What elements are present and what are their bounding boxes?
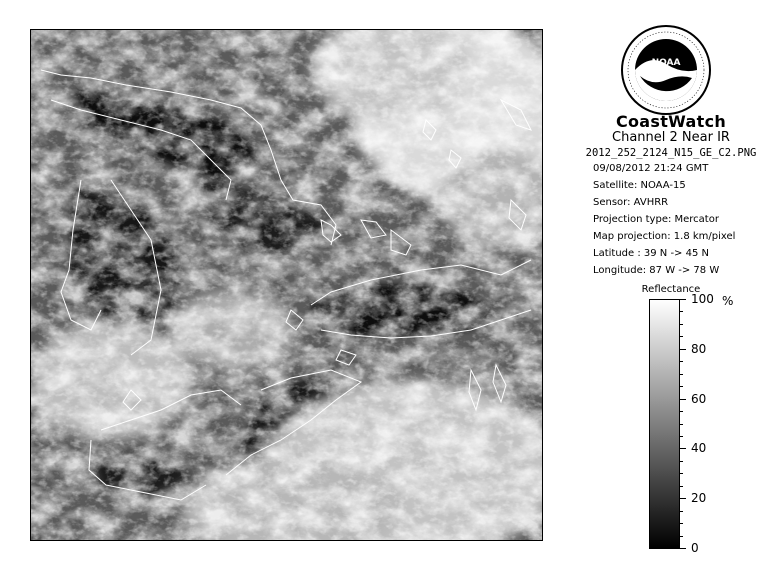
satellite-label: Satellite: NOAA-15 — [593, 180, 686, 191]
colorbar-tick-label: 80 — [691, 341, 707, 356]
colorbar-minor-tick — [680, 361, 683, 362]
colorbar-minor-tick — [680, 436, 683, 437]
satellite-image-svg — [31, 30, 542, 540]
colorbar-tick-label: 20 — [691, 491, 707, 506]
colorbar-minor-tick — [680, 536, 683, 537]
colorbar-minor-tick — [680, 461, 683, 462]
filename-label: 2012_252_2124_N15_GE_C2.PNG — [585, 147, 757, 159]
colorbar — [649, 299, 680, 549]
colorbar-tick-label: 100 — [691, 292, 714, 306]
colorbar-minor-tick — [680, 336, 683, 337]
colorbar-minor-tick — [680, 311, 683, 312]
logo-text: NOAA — [651, 58, 681, 68]
info-panel — [560, 20, 782, 572]
colorbar-unit: % — [722, 294, 734, 308]
colorbar-label: Reflectance — [641, 284, 701, 295]
colorbar-tick-label: 60 — [691, 391, 707, 406]
colorbar-major-tick — [680, 548, 686, 549]
colorbar-tick-label: 0 — [691, 541, 699, 555]
colorbar-major-tick — [680, 349, 686, 350]
sensor-label: Sensor: AVHRR — [593, 197, 669, 208]
app-title: CoastWatch — [615, 112, 727, 131]
projection-type-label: Projection type: Mercator — [593, 214, 719, 225]
latitude-label: Latitude : 39 N -> 45 N — [593, 248, 709, 259]
longitude-label: Longitude: 87 W -> 78 W — [593, 265, 720, 276]
colorbar-minor-tick — [680, 411, 683, 412]
colorbar-minor-tick — [680, 386, 683, 387]
colorbar-major-tick — [680, 299, 686, 300]
colorbar-minor-tick — [680, 324, 683, 325]
noaa-logo-icon — [620, 24, 712, 116]
colorbar-major-tick — [680, 448, 686, 449]
colorbar-minor-tick — [680, 486, 683, 487]
datetime-label: 09/08/2012 21:24 GMT — [593, 163, 709, 174]
colorbar-minor-tick — [680, 374, 683, 375]
channel-label: Channel 2 Near IR — [612, 130, 730, 145]
colorbar-major-tick — [680, 399, 686, 400]
colorbar-minor-tick — [680, 473, 683, 474]
colorbar-major-tick — [680, 498, 686, 499]
colorbar-minor-tick — [680, 424, 683, 425]
colorbar-minor-tick — [680, 511, 683, 512]
colorbar-minor-tick — [680, 523, 683, 524]
satellite-image — [30, 29, 543, 541]
colorbar-tick-label: 40 — [691, 441, 707, 456]
map-projection-label: Map projection: 1.8 km/pixel — [593, 231, 736, 242]
